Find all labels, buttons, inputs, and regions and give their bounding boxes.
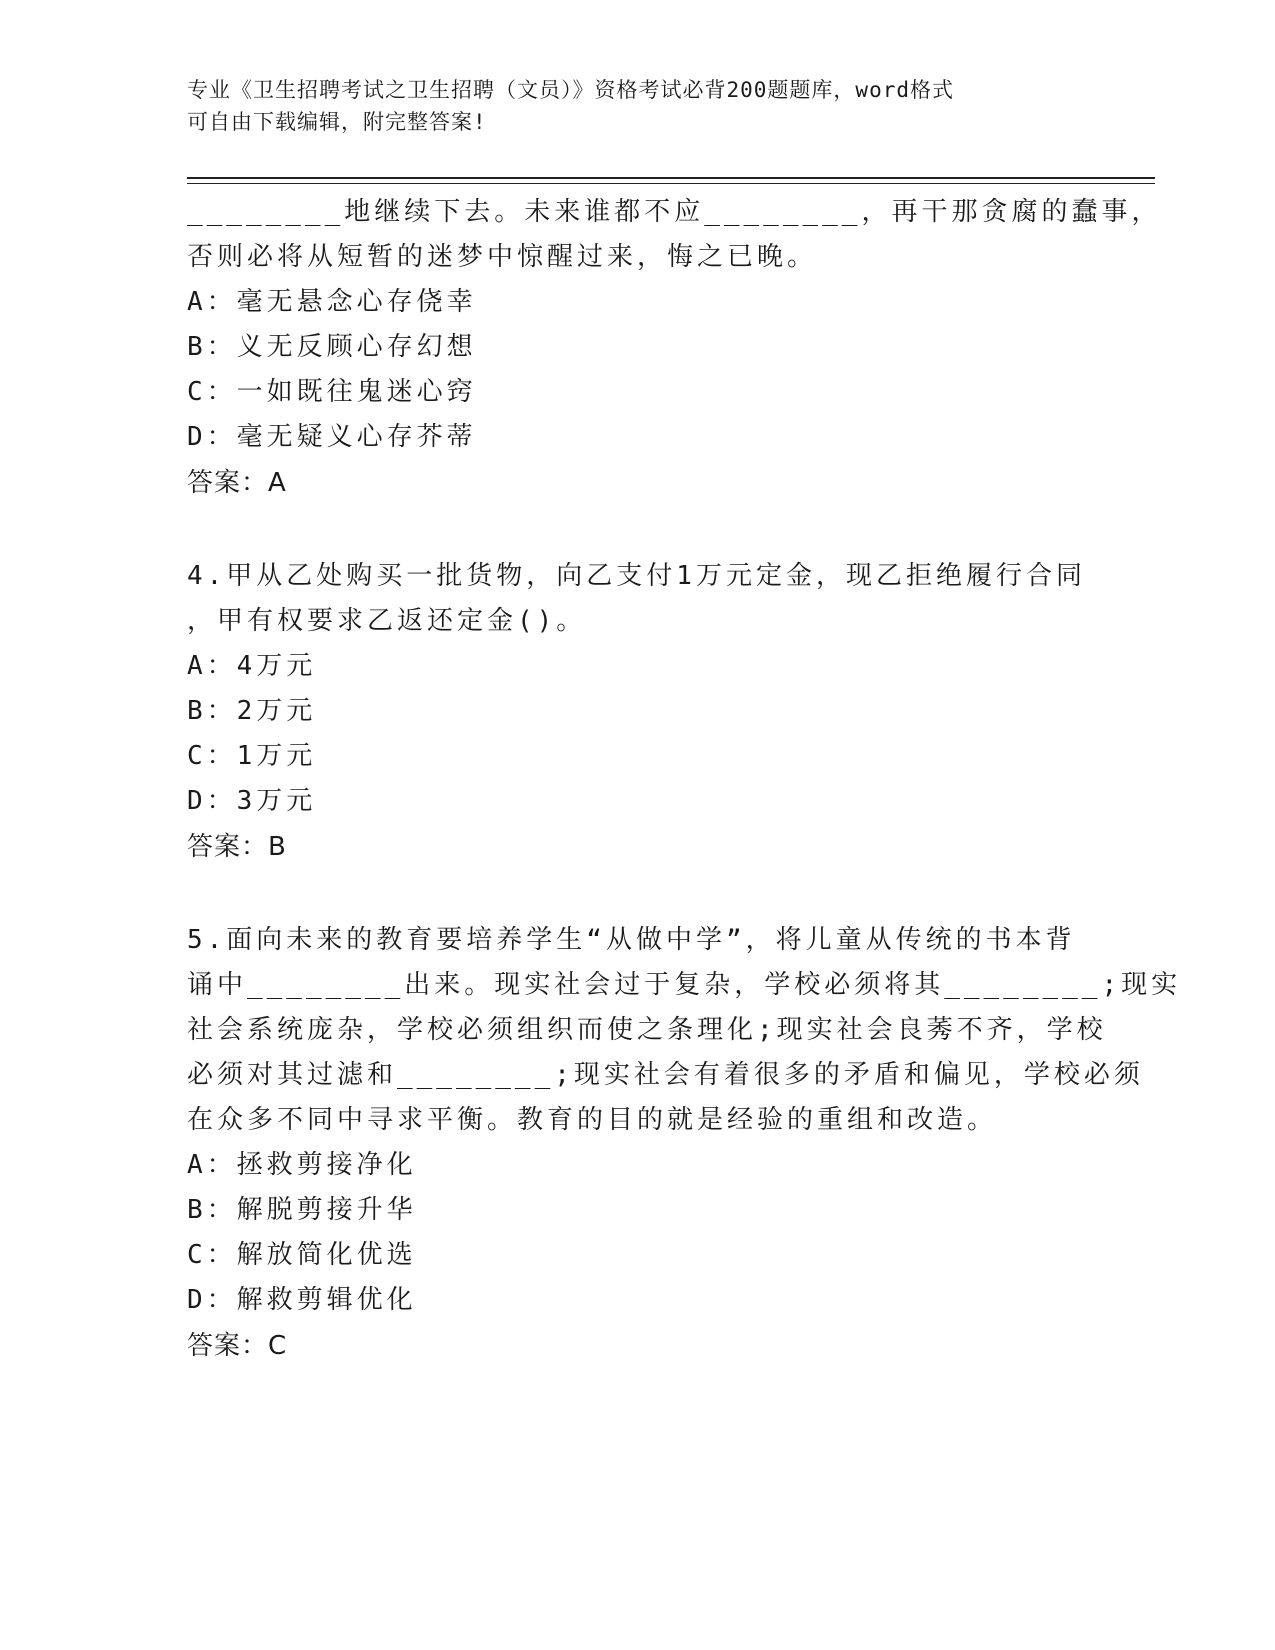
option-a: A：拯救剪接净化 [187, 1150, 417, 1180]
question-4 [187, 554, 1087, 870]
option-d: D：毫无疑义心存芥蒂 [187, 422, 477, 452]
question-3 [187, 190, 1162, 506]
option-a: A：4万元 [187, 651, 317, 681]
option-b: B：解脱剪接升华 [187, 1195, 417, 1225]
answer-label: 答案：C [187, 1331, 288, 1361]
answer-label: 答案：B [187, 832, 287, 862]
option-b: B：义无反顾心存幻想 [187, 332, 477, 362]
question-text-line: 5.面向未来的教育要培养学生“从做中学”，将儿童从传统的书本背 [187, 925, 1076, 955]
option-c: C：解放简化优选 [187, 1240, 417, 1270]
document-header [187, 74, 1087, 138]
spacer [187, 870, 1087, 918]
answer-label: 答案：A [187, 468, 287, 498]
question-list [187, 190, 1182, 1369]
header-line-2: 可自由下载编辑，附完整答案! [187, 110, 487, 134]
header-line-1: 专业《卫生招聘考试之卫生招聘（文员）》资格考试必背200题题库，word格式 [187, 78, 954, 102]
option-a: A：毫无悬念心存侥幸 [187, 287, 477, 317]
header-divider-thick [187, 177, 1155, 179]
question-text-line: ，甲有权要求乙返还定金()。 [187, 606, 587, 636]
question-text-line: 必须对其过滤和________;现实社会有着很多的矛盾和偏见，学校必须 [187, 1060, 1144, 1090]
option-d: D：解救剪辑优化 [187, 1285, 417, 1315]
option-b: B：2万元 [187, 696, 317, 726]
option-c: C：一如既往鬼迷心窍 [187, 377, 477, 407]
question-text-line: 社会系统庞杂，学校必须组织而使之条理化;现实社会良莠不齐，学校 [187, 1015, 1107, 1045]
question-text-line: 在众多不同中寻求平衡。教育的目的就是经验的重组和改造。 [187, 1105, 998, 1135]
question-text-line: ________地继续下去。未来谁都不应________，再干那贪腐的蠢事， [187, 197, 1162, 227]
question-text-line: 诵中________出来。现实社会过于复杂，学校必须将其________;现实 [187, 970, 1182, 1000]
spacer [187, 506, 1087, 554]
question-5 [187, 918, 1182, 1369]
option-c: C：1万元 [187, 741, 317, 771]
question-text-line: 4.甲从乙处购买一批货物，向乙支付1万元定金，现乙拒绝履行合同 [187, 561, 1086, 591]
question-text-line: 否则必将从短暂的迷梦中惊醒过来，悔之已晚。 [187, 242, 818, 272]
header-divider-thin [187, 183, 1155, 184]
option-d: D：3万元 [187, 786, 317, 816]
